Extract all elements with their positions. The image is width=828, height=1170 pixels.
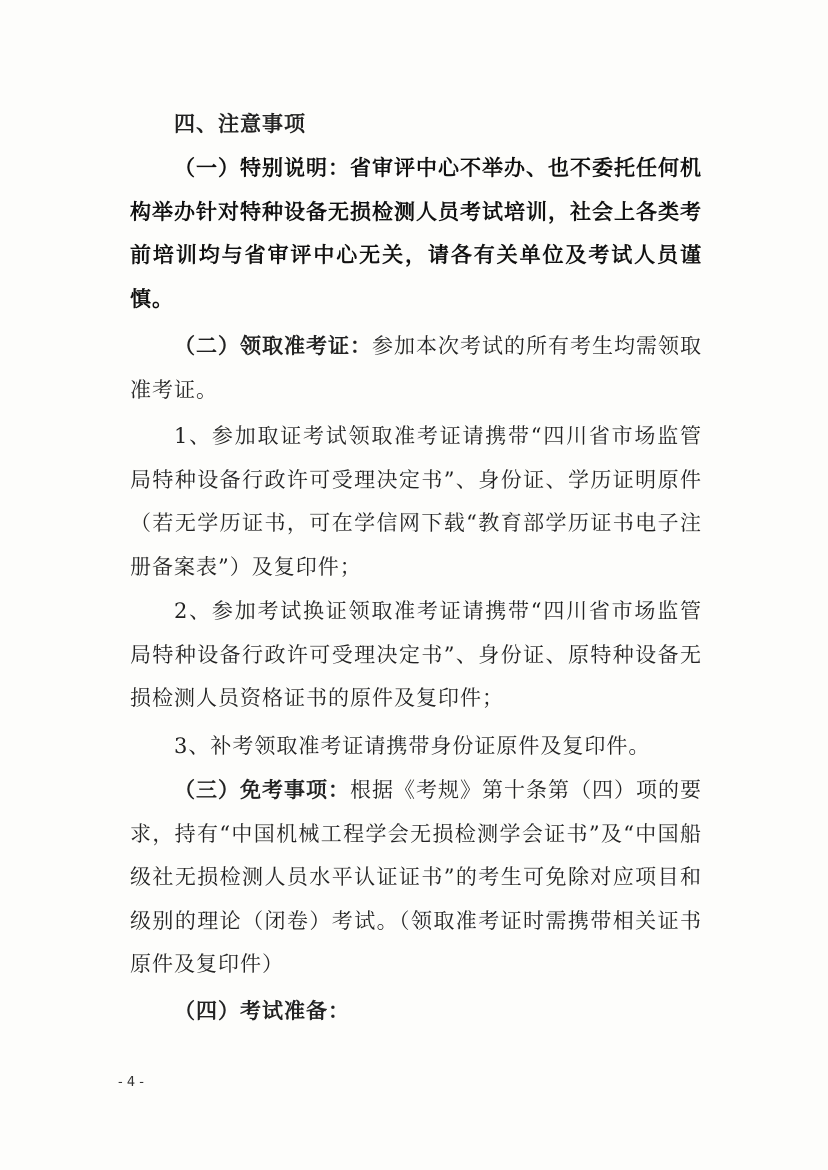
- exemption-text: 根据《考规》第十条第（四）项的要求，持有“中国机械工程学会无损检测学会证书”及“中国船级社无损检测人员水平认证证书”的考生可免除对应项目和级别的理论（闭卷）考试。（领取准考证时需携带相关证书原件及复印件）: [130, 778, 702, 976]
- section-heading: 四、注意事项: [174, 111, 306, 136]
- special-note-paragraph: [130, 146, 702, 320]
- admission-paragraph: [130, 324, 702, 412]
- page-number: - 4 -: [118, 1075, 144, 1090]
- exemption-label: （三）免考事项：: [174, 777, 350, 802]
- admission-item-2: 2、参加考试换证领取准考证请携带“四川省市场监管局特种设备行政许可受理决定书”、身份证、原特种设备无损检测人员资格证书的原件及复印件；: [130, 599, 702, 710]
- admission-text: 参加本次考试的所有考生均需领取准考证。: [130, 334, 702, 402]
- special-note-label: （一）特别说明：: [174, 155, 350, 180]
- preparation-heading: （四）考试准备：: [174, 998, 350, 1023]
- admission-label: （二）领取准考证：: [174, 333, 372, 358]
- admission-item-3: 3、补考领取准考证请携带身份证原件及复印件。: [174, 734, 651, 758]
- special-note-text: 省审评中心不举办、也不委托任何机构举办针对特种设备无损检测人员考试培训，社会上各类考前培训均与省审评中心无关，请各有关单位及考试人员谨慎。: [130, 155, 702, 311]
- exemption-paragraph: [130, 768, 702, 987]
- admission-item-1: 1、参加取证考试领取准考证请携带“四川省市场监管局特种设备行政许可受理决定书”、身份证、学历证明原件（若无学历证书，可在学信网下载“教育部学历证书电子注册备案表”）及复印件；: [130, 424, 702, 579]
